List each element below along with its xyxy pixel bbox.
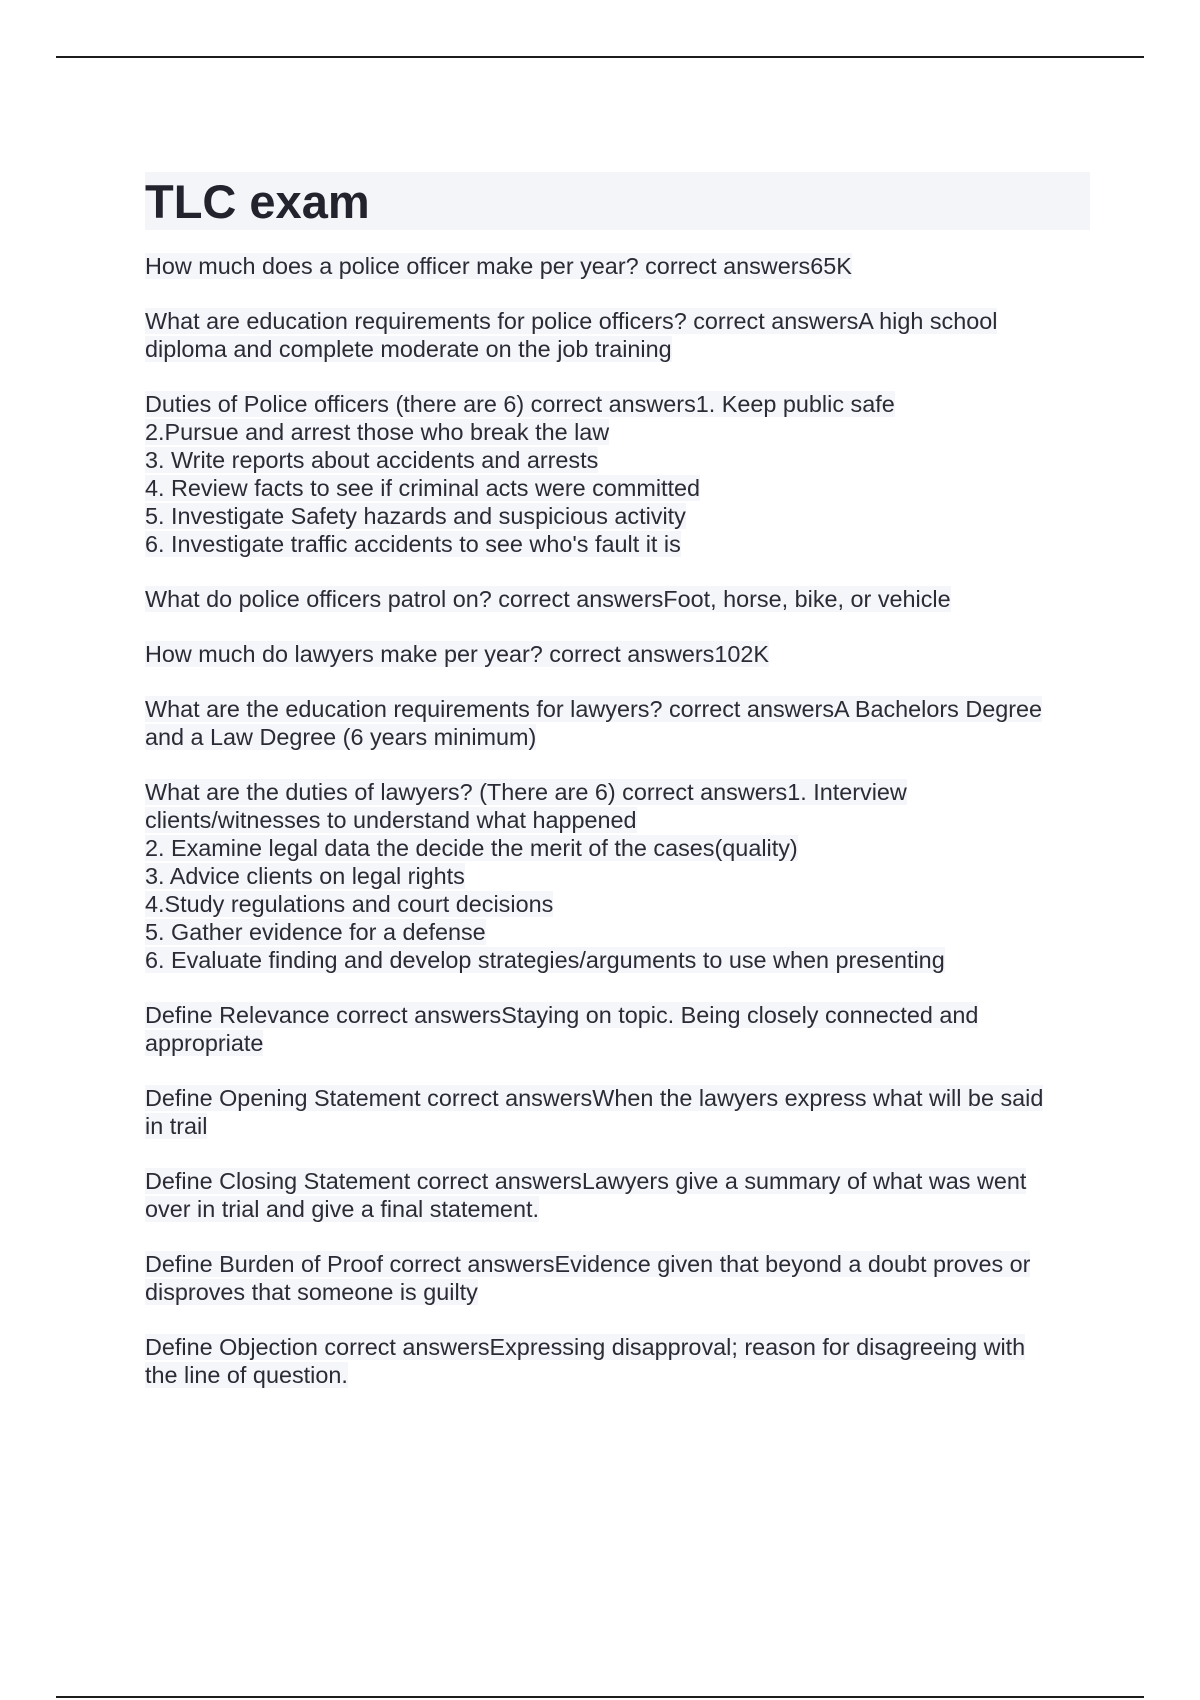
qa-item: What are the duties of lawyers? (There are 6) correct answers1. Interview clients/witnesses to understand what happened 2. Examine legal data the decide the merit of the cases(quality) 3. Advice clients on legal rights 4.Study regulations and court decisions 5. Gather evidence for a defense 6. Evaluate finding and develop strategies/arguments to use when presenting xyxy=(145,779,945,973)
qa-item: Define Objection correct answersExpressing disapproval; reason for disagreeing with the line of question. xyxy=(145,1334,1026,1388)
qa-item: What do police officers patrol on? correct answersFoot, horse, bike, or vehicle xyxy=(145,586,951,612)
document-body xyxy=(145,172,1085,1416)
qa-item: Duties of Police officers (there are 6) correct answers1. Keep public safe 2.Pursue and arrest those who break the law 3. Write reports about accidents and arrests 4. Review facts to see if criminal acts were committed 5. Investigate Safety hazards and suspicious activity 6. Investigate traffic accidents to see who's fault it is xyxy=(145,391,895,557)
qa-item: How much do lawyers make per year? correct answers102K xyxy=(145,641,770,667)
qa-item: How much does a police officer make per year? correct answers65K xyxy=(145,253,852,279)
qa-item: What are the education requirements for lawyers? correct answersA Bachelors Degree and a Law Degree (6 years minimum) xyxy=(145,696,1043,750)
top-rule xyxy=(56,56,1144,58)
qa-item: Define Opening Statement correct answersWhen the lawyers express what will be said in trail xyxy=(145,1085,1044,1139)
qa-item: Define Burden of Proof correct answersEvidence given that beyond a doubt proves or disproves that someone is guilty xyxy=(145,1251,1031,1305)
document-title: TLC exam xyxy=(145,172,1090,230)
bottom-rule xyxy=(56,1696,1144,1698)
qa-item: Define Closing Statement correct answersLawyers give a summary of what was went over in trial and give a final statement. xyxy=(145,1168,1027,1222)
qa-item: Define Relevance correct answersStaying on topic. Being closely connected and appropriate xyxy=(145,1002,979,1056)
qa-item: What are education requirements for police officers? correct answersA high school diploma and complete moderate on the job training xyxy=(145,308,998,362)
